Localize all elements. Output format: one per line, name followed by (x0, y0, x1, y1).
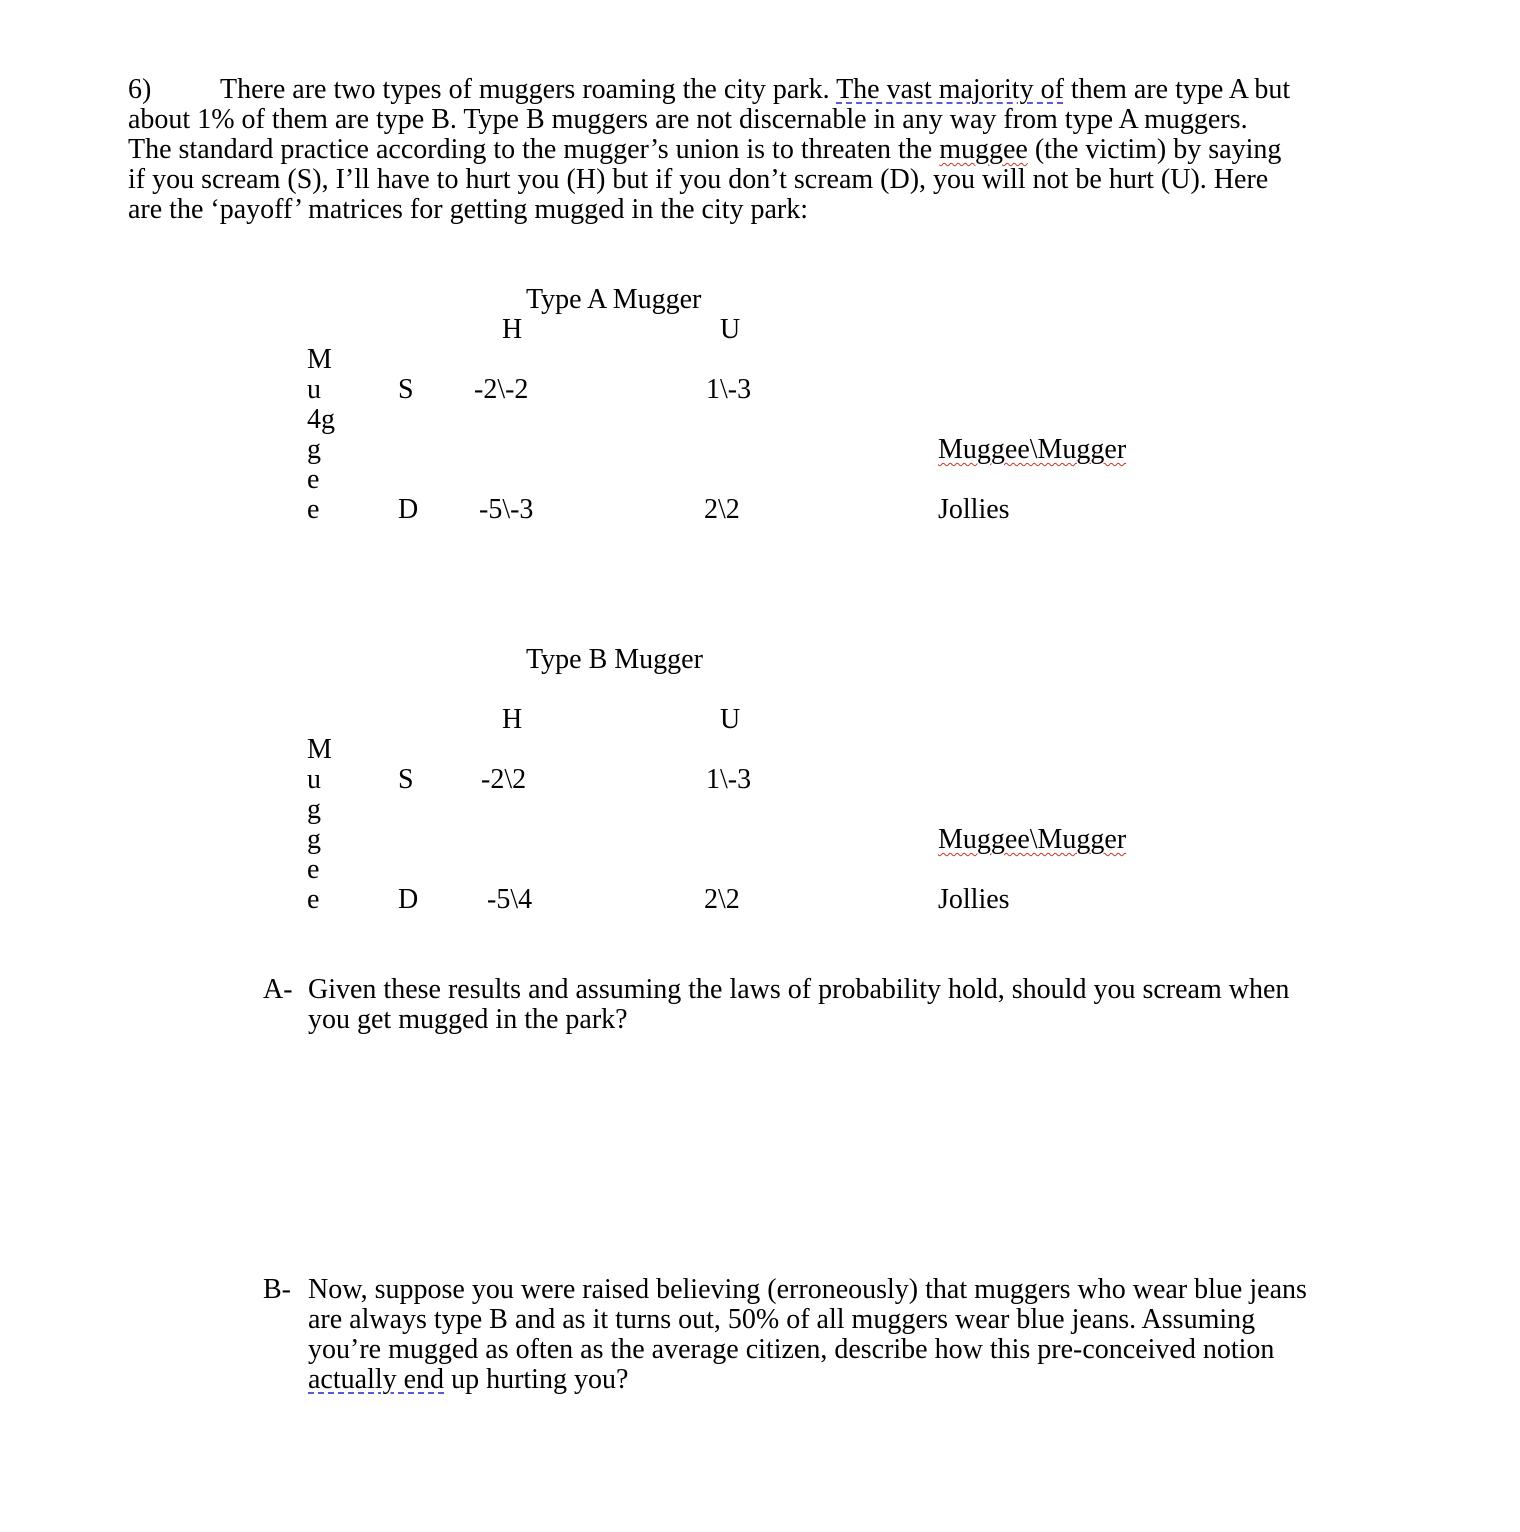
row-axis-letter: M (307, 344, 332, 375)
matrix-legend-sub: Jollies (938, 884, 1010, 915)
question-line: are always type B and as it turns out, 50% of all muggers wear blue jeans. Assuming (308, 1304, 1256, 1335)
column-label-h: H (502, 704, 523, 735)
row-axis-letter: 4g (307, 404, 335, 435)
row-axis-letter: e (307, 494, 320, 525)
grammar-flag-vast-majority: The vast majority of (836, 74, 1064, 105)
question-body (308, 1275, 1307, 1395)
matrix-title: Type B Mugger (526, 644, 703, 675)
row-axis-letter: e (307, 464, 320, 495)
question-body (308, 975, 1289, 1035)
problem-line-1 (128, 75, 1398, 105)
cell-d-u: 2\2 (704, 494, 740, 525)
matrix-legend-heading (938, 825, 1126, 855)
grammar-flag-actually-end: actually end (308, 1364, 445, 1395)
cell-s-h: -2\-2 (474, 374, 529, 405)
matrix-title: Type A Mugger (526, 284, 702, 315)
matrix-legend-heading (938, 435, 1126, 465)
problem-line-2: about 1% of them are type B. Type B muggers are not discernable in any way from type A muggers. (128, 104, 1248, 135)
question-label: A- (263, 974, 293, 1005)
problem-line-4: if you scream (S), I’ll have to hurt you (H) but if you don’t scream (D), you will not be hurt (U). Here (128, 164, 1269, 195)
cell-d-h: -5\-3 (479, 494, 534, 525)
row-axis-letter: M (307, 734, 332, 765)
column-label-u: U (720, 314, 741, 345)
cell-s-h: -2\2 (481, 764, 527, 795)
spelling-flag-muggee-legend: Muggee\Mugger (938, 434, 1127, 465)
question-line: Now, suppose you were raised believing (erroneously) that muggers who wear blue jeans (308, 1274, 1307, 1305)
cell-d-u: 2\2 (704, 884, 740, 915)
problem-line-1-text: There are two types of muggers roaming the city park. (220, 74, 837, 105)
row-axis-letter: e (307, 884, 320, 915)
row-label-d: D (398, 494, 419, 525)
problem-number: 6) (128, 74, 152, 105)
problem-line-1-tail: them are type A but (1063, 74, 1291, 105)
problem-line-5: are the ‘payoff’ matrices for getting mugged in the city park: (128, 194, 809, 225)
question-line: you get mugged in the park? (308, 1004, 628, 1035)
row-axis-letter: g (307, 434, 321, 465)
problem-line-3 (128, 135, 1398, 165)
row-label-d: D (398, 884, 419, 915)
question-line (308, 1365, 1307, 1395)
problem-line-3-tail: (the victim) by saying (1027, 134, 1282, 165)
row-label-s: S (398, 374, 414, 405)
problem-statement (128, 75, 1398, 225)
cell-s-u: 1\-3 (706, 764, 752, 795)
row-axis-letter: u (307, 374, 321, 405)
row-axis-letter: e (307, 854, 320, 885)
matrix-legend-sub: Jollies (938, 494, 1010, 525)
row-axis-letter: u (307, 764, 321, 795)
spelling-flag-muggee: muggee (939, 134, 1028, 165)
question-line: Given these results and assuming the laws of probability hold, should you scream when (308, 974, 1290, 1005)
cell-s-u: 1\-3 (706, 374, 752, 405)
row-axis-letter: g (307, 824, 321, 855)
row-label-s: S (398, 764, 414, 795)
row-axis-letter: g (307, 794, 321, 825)
column-label-u: U (720, 704, 741, 735)
question-line-tail: up hurting you? (444, 1364, 629, 1395)
column-label-h: H (502, 314, 523, 345)
cell-d-h: -5\4 (487, 884, 533, 915)
question-label: B- (263, 1274, 291, 1305)
spelling-flag-muggee-legend: Muggee\Mugger (938, 824, 1127, 855)
question-line: you’re mugged as often as the average citizen, describe how this pre-conceived notion (308, 1334, 1275, 1365)
problem-line-3-text: The standard practice according to the mugger’s union is to threaten the (128, 134, 940, 165)
